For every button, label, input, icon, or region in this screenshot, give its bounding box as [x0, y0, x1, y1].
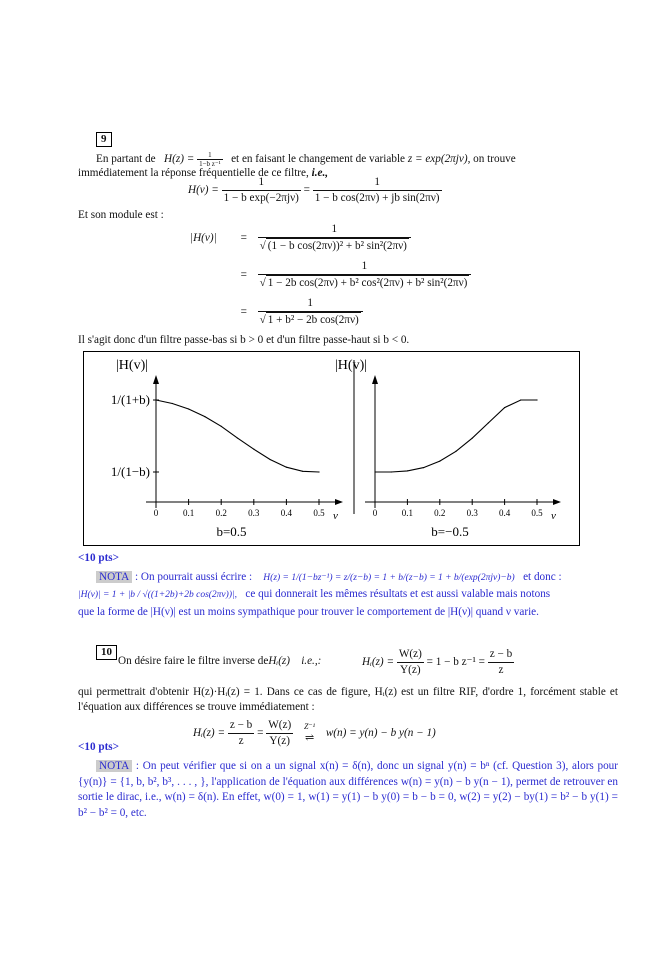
fraction-numerator: 1 — [222, 175, 301, 191]
curve-point — [536, 399, 537, 400]
q9-line2-text: immédiatement la réponse fréquentielle de ce filtre, — [78, 167, 309, 179]
question-number-9: 9 — [96, 132, 112, 147]
curve-point — [488, 422, 489, 423]
eq-sign: = — [303, 184, 310, 197]
eq-middle: = 1 − b z⁻¹ = — [426, 656, 485, 669]
frequency-response-figure — [84, 352, 579, 545]
curve-point — [155, 399, 156, 400]
eq-fraction-1 — [228, 718, 254, 749]
curve-point — [439, 460, 440, 461]
q10-intro-hi: Hᵢ(z) — [268, 655, 290, 667]
eq-lhs: |H(ν)| — [190, 231, 217, 244]
fraction-numerator: 1 — [197, 151, 223, 160]
curve-point — [172, 403, 173, 404]
x-tick-label: 0.4 — [280, 508, 293, 518]
q10-nota — [78, 759, 618, 821]
x-axis-arrow — [335, 499, 343, 505]
nota-equation: H(z) = 1/(1−bz⁻¹) = z/(z−b) = 1 + b/(z−b) = 1 + b/(exp(2πjν)−b) — [263, 573, 515, 583]
q9-nota-line1 — [78, 570, 618, 586]
sqrt-content: 1 − 2b cos(2πν) + b² cos²(2πν) + b² sin²(2πν) — [267, 277, 468, 289]
q9-points: <10 pts> — [78, 552, 120, 564]
fraction-numerator: 1 — [258, 296, 363, 312]
inverse-z-arrow — [302, 722, 317, 746]
curve-point — [423, 467, 424, 468]
q9-nota-line3: que la forme de |H(ν)| est un moins sympathique pour trouver le comportement de |H(ν)| quand ν varie. — [78, 606, 539, 618]
curve-point — [286, 467, 287, 468]
eq-fraction-2 — [266, 718, 293, 749]
x-tick-label: 0.3 — [466, 508, 478, 518]
eq-sign: = — [240, 305, 247, 318]
eq-fraction-1 — [222, 175, 301, 206]
fraction-numerator: W(z) — [397, 647, 424, 663]
response-curve — [375, 400, 537, 472]
fraction-denominator: z — [498, 664, 504, 676]
fraction-numerator: 1 — [258, 222, 411, 238]
eq-sign: = — [257, 727, 264, 740]
response-curve — [156, 400, 319, 472]
nota-label: NOTA — [96, 760, 132, 772]
nota-label: NOTA — [96, 571, 132, 583]
sqrt-content: 1 + b² − 2b cos(2πν) — [267, 314, 359, 326]
y-axis-label: |H(v)| — [116, 358, 149, 373]
x-tick-label: 0.4 — [498, 508, 511, 518]
nota-text: : On peut vérifier que si on a un signal x(n) = δ(n), donc un signal y(n) = bⁿ (cf. Question 3), alors pour {y(n)} = {1, b, b², b³, . . . , }, l'application de l'équation aux différences w(n) = y(n) − b y(n − 1), permet de retrouver en sortie le dirac, i.e., w(n) = δ(n). En effet, w(0) = 1, w(1) = y(1) − b y(0) = b − b = 0, w(2) = y(2) − by(1) = b² − b y(1) = b² − b² = 0, etc. — [78, 760, 619, 819]
fraction-denominator: Y(z) — [269, 735, 290, 747]
q9-intro-middle: et en faisant le changement de variable — [231, 153, 406, 166]
x-tick-label: 0 — [372, 508, 378, 518]
fraction-numerator: W(z) — [266, 718, 293, 734]
nota-equation: |H(ν)| = 1 + |b / √((1+2b)+2b cos(2πν))|, — [78, 590, 237, 600]
q9-conclusion: Il s'agit donc d'un filtre passe-bas si b > 0 et d'un filtre passe-haut si b < 0. — [78, 334, 410, 346]
arrow-label: Z⁻¹ — [303, 721, 316, 731]
eq-lhs: Hᵢ(z) = — [362, 656, 395, 669]
arrow-symbol: ⇌ — [304, 731, 315, 744]
curve-point — [407, 470, 408, 471]
q9-module-eq-2 — [190, 259, 471, 291]
x-axis-arrow — [553, 499, 561, 505]
x-tick-label: 0.5 — [531, 508, 543, 518]
q10-points: <10 pts> — [78, 741, 120, 753]
sqrt-content: (1 − b cos(2πν))² + b² sin²(2πν) — [267, 240, 407, 252]
fraction-numerator: z − b — [488, 647, 514, 663]
y-tick-label: 1/(1−b) — [110, 464, 150, 479]
fraction-denominator: √ (1 − b cos(2πν))² + b² sin²(2πν) — [259, 240, 407, 252]
figure-frame — [83, 351, 580, 546]
curve-point — [318, 471, 319, 472]
q10-intro-line — [118, 654, 321, 669]
fraction-denominator: √ 1 − 2b cos(2πν) + b² cos²(2πν) + b² sin²(2πν) — [259, 277, 468, 289]
q9-nota-line2 — [78, 587, 618, 603]
q9-frequency-response-equation — [188, 175, 442, 206]
eq-fraction-1 — [397, 647, 424, 678]
eq-sign: = — [240, 231, 247, 244]
x-tick-label: 0.1 — [401, 508, 414, 518]
eq-fraction — [258, 296, 363, 328]
eq-fraction-2 — [488, 647, 514, 678]
curve-point — [253, 449, 254, 450]
eq-sign: = — [240, 268, 247, 281]
x-tick-label: 0 — [153, 508, 159, 518]
nota-text: ce qui donnerait les mêmes résultats et est aussi valable mais notons — [245, 588, 551, 600]
curve-point — [188, 408, 189, 409]
q9-line2-ie: i.e., — [311, 167, 329, 179]
eq-fraction-2 — [313, 175, 442, 206]
fraction-numerator: z − b — [228, 718, 254, 734]
fraction-numerator: 1 — [313, 175, 442, 191]
y-tick-label: 1/(1+b) — [110, 392, 150, 407]
q10-intro-ie: i.e.,: — [301, 655, 322, 667]
plot-caption: b=0.5 — [216, 524, 247, 539]
q9-module-intro: Et son module est : — [78, 209, 164, 221]
fraction-denominator: 1−b z⁻¹ — [199, 160, 221, 168]
y-axis-arrow — [153, 375, 159, 384]
y-axis-arrow — [372, 375, 378, 384]
q9-intro-subst: z = exp(2πjν), — [407, 153, 471, 166]
x-tick-label: 0.5 — [313, 508, 325, 518]
curve-point — [221, 426, 222, 427]
y-axis-label: |H(v)| — [335, 358, 368, 373]
curve-point — [391, 471, 392, 472]
x-axis-label: v — [551, 510, 556, 522]
curve-point — [472, 438, 473, 439]
fraction-denominator: z — [238, 735, 244, 747]
fraction-denominator: 1 − b cos(2πν) + jb sin(2πν) — [314, 192, 440, 204]
x-axis-label: v — [333, 510, 338, 522]
fraction-denominator: Y(z) — [400, 664, 421, 676]
x-tick-label: 0.3 — [248, 508, 260, 518]
curve-point — [520, 399, 521, 400]
curve-point — [374, 471, 375, 472]
q10-inverse-filter-equation — [362, 647, 514, 678]
q9-intro-prefix: En partant de — [96, 153, 156, 166]
eq-lhs: H(ν) = — [188, 184, 219, 197]
eq-lhs: Hᵢ(z) = — [193, 727, 226, 740]
nota-text: et donc : — [523, 571, 562, 583]
x-tick-label: 0.2 — [215, 508, 227, 518]
curve-point — [504, 407, 505, 408]
fraction-denominator: √ 1 + b² − 2b cos(2πν) — [259, 314, 359, 326]
q9-module-eq-3 — [190, 296, 363, 328]
nota-text: : On pourrait aussi écrire : — [134, 571, 253, 583]
curve-point — [455, 451, 456, 452]
curve-point — [204, 416, 205, 417]
eq-fraction — [258, 222, 411, 254]
q9-intro-suffix: on trouve — [473, 153, 516, 166]
eq-rhs: w(n) = y(n) − b y(n − 1) — [325, 727, 436, 740]
fraction-numerator: 1 — [258, 259, 472, 275]
x-tick-label: 0.1 — [182, 508, 195, 518]
q9-intro-hz: H(z) = — [164, 153, 195, 166]
q9-module-eq-1 — [190, 222, 411, 254]
q10-difference-equation — [193, 718, 436, 749]
curve-point — [237, 437, 238, 438]
q10-paragraph: qui permettrait d'obtenir H(z)·Hᵢ(z) = 1. Dans ce cas de figure, Hᵢ(z) est un filtre RIF, d'ordre 1, forcément stable et l'équation aux différences se trouve immédiatement : — [78, 686, 618, 713]
fraction-denominator: 1 − b exp(−2πjν) — [223, 192, 299, 204]
question-number-10: 10 — [96, 645, 117, 660]
eq-fraction — [258, 259, 472, 291]
x-tick-label: 0.2 — [434, 508, 446, 518]
curve-point — [302, 471, 303, 472]
q10-intro-text: On désire faire le filtre inverse de — [118, 655, 269, 667]
plot-caption: b=−0.5 — [431, 524, 469, 539]
curve-point — [270, 459, 271, 460]
